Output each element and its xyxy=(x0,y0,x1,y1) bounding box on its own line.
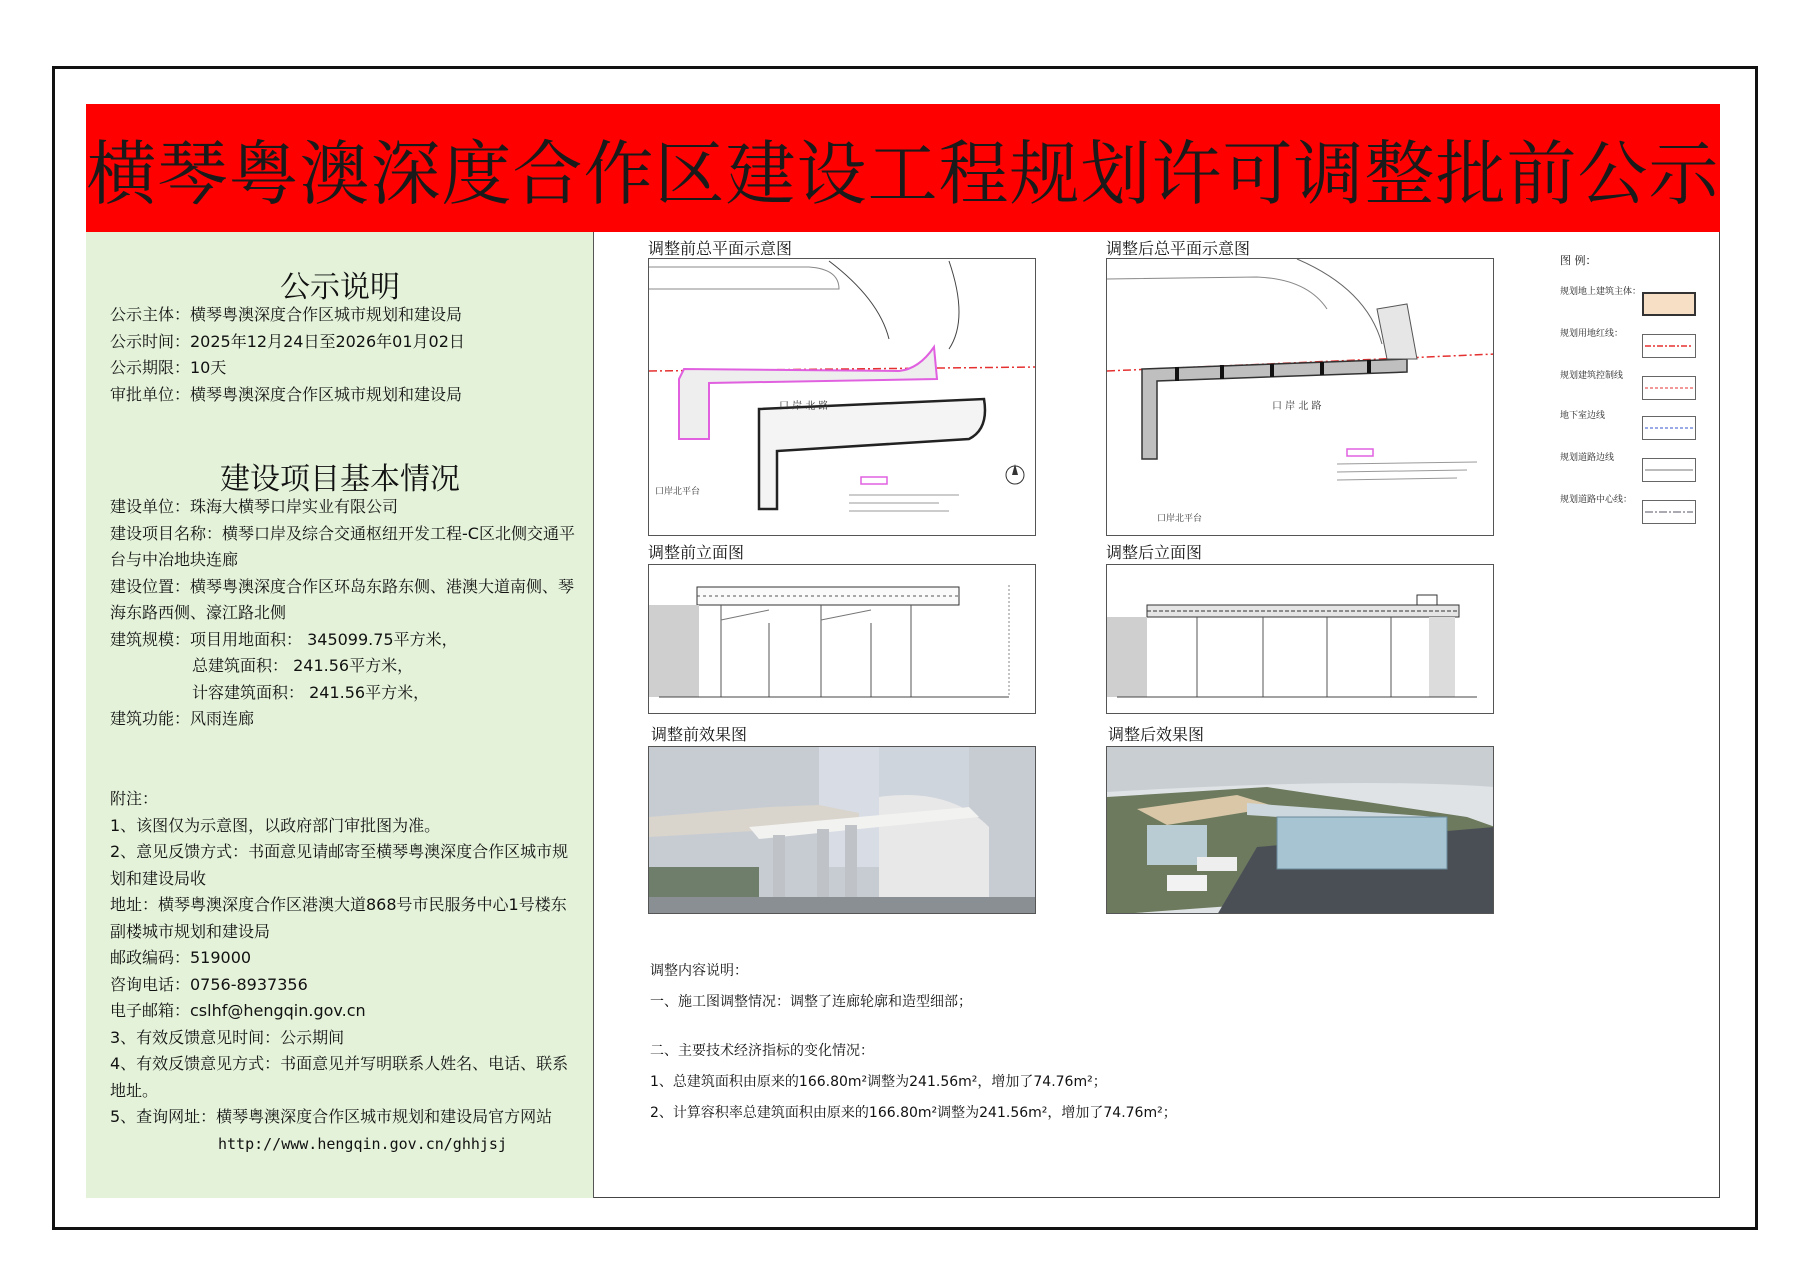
after-elevation xyxy=(1106,564,1494,714)
appendix-item: 1、该图仅为示意图，以政府部门审批图为准。 xyxy=(110,815,441,835)
info-panel xyxy=(86,232,594,1198)
legend-swatch-road-center xyxy=(1642,500,1696,524)
appendix-item: 咨询电话：0756-8937356 xyxy=(110,974,308,994)
before-render xyxy=(648,746,1036,914)
notice-line: 审批单位：横琴粤澳深度合作区城市规划和建设局 xyxy=(110,384,463,404)
after-site-plan-drawing xyxy=(1107,259,1494,536)
appendix-item: 2、意见反馈方式：书面意见请邮寄至横琴粤澳深度合作区城市规划和建设局收 xyxy=(110,842,569,888)
change-item: 一、施工图调整情况：调整了连廊轮廓和造型细部； xyxy=(650,994,972,1010)
notice-heading: 公示说明 xyxy=(280,270,400,305)
appendix-item: 3、有效反馈意见时间：公示期间 xyxy=(110,1027,345,1047)
title-banner xyxy=(86,104,1720,232)
notice-lines xyxy=(110,302,580,408)
legend-label: 规划道路边线 xyxy=(1560,453,1615,463)
legend-label: 规划建筑控制线 xyxy=(1560,371,1624,381)
legend-swatch-control-line xyxy=(1642,376,1696,400)
caption-before-plan: 调整前总平面示意图 xyxy=(648,239,793,258)
after-render xyxy=(1106,746,1494,914)
appendix-heading: 附注： xyxy=(110,789,159,808)
project-lines xyxy=(110,494,580,733)
legend-title: 图 例： xyxy=(1560,254,1597,267)
appendix-item: 4、有效反馈意见方式：书面意见并写明联系人姓名、电话、联系地址。 xyxy=(110,1054,569,1100)
appendix-item: 邮政编码：519000 xyxy=(110,948,252,967)
caption-before-render: 调整前效果图 xyxy=(651,725,748,744)
road-label: 口 岸 北 路 xyxy=(1272,401,1322,412)
project-function: 建筑功能：风雨连廊 xyxy=(110,709,255,728)
legend-swatch-road-edge xyxy=(1642,458,1696,482)
legend-label: 规划道路中心线： xyxy=(1560,495,1633,505)
before-elevation xyxy=(648,564,1036,714)
project-heading: 建设项目基本情况 xyxy=(220,462,460,497)
project-name: 建设项目名称：横琴口岸及综合交通枢纽开发工程-C区北侧交通平台与中冶地块连廊 xyxy=(110,523,575,569)
caption-after-render: 调整后效果图 xyxy=(1108,725,1205,744)
platform-label: 口岸北平台 xyxy=(655,487,701,497)
after-site-plan xyxy=(1106,258,1494,536)
project-scale: 计容建筑面积： 241.56平方米， xyxy=(192,682,430,702)
road-label: 口 岸 北 路 xyxy=(779,401,829,412)
notice-line: 公示主体：横琴粤澳深度合作区城市规划和建设局 xyxy=(110,305,463,324)
appendix xyxy=(110,786,580,1157)
website-url: http://www.hengqin.gov.cn/ghhjsj xyxy=(218,1134,507,1153)
change-notes xyxy=(650,956,1550,1129)
appendix-item: 地址：横琴粤澳深度合作区港澳大道868号市民服务中心1号楼东副楼城市规划和建设局 xyxy=(110,895,567,941)
before-render-image xyxy=(649,747,1036,914)
project-unit: 建设单位：珠海大横琴口岸实业有限公司 xyxy=(110,497,399,516)
change-item: 2、计算容积率总建筑面积由原来的166.80m²调整为241.56m²，增加了74.76m²； xyxy=(650,1105,1177,1121)
platform-label: 口岸北平台 xyxy=(1157,514,1203,524)
project-scale: 建筑规模：项目用地面积： 345099.75平方米， xyxy=(110,629,458,649)
project-scale: 总建筑面积： 241.56平方米， xyxy=(192,656,414,675)
before-site-plan xyxy=(648,258,1036,536)
legend-swatch-building xyxy=(1642,292,1696,316)
project-location: 建设位置：横琴粤澳深度合作区环岛东路东侧、港澳大道南侧、琴海东路西侧、濠江路北侧 xyxy=(110,576,575,622)
change-heading: 调整内容说明： xyxy=(650,963,748,979)
notice-line: 公示时间：2025年12月24日至2026年01月02日 xyxy=(110,331,465,351)
caption-after-plan: 调整后总平面示意图 xyxy=(1106,239,1251,258)
page-title: 横琴粤澳深度合作区建设工程规划许可调整批前公示 xyxy=(86,132,1720,215)
legend-swatch-redline xyxy=(1642,334,1696,358)
legend-label: 规划用地红线： xyxy=(1560,329,1624,339)
legend-label: 规划地上建筑主体： xyxy=(1560,287,1642,297)
before-site-plan-drawing xyxy=(649,259,1036,536)
legend-swatch-basement xyxy=(1642,416,1696,440)
after-render-image xyxy=(1107,747,1494,914)
caption-after-elevation: 调整后立面图 xyxy=(1106,543,1203,562)
appendix-item: 5、查询网址：横琴粤澳深度合作区城市规划和建设局官方网站 xyxy=(110,1107,553,1126)
legend-label: 地下室边线 xyxy=(1560,411,1606,421)
caption-before-elevation: 调整前立面图 xyxy=(648,543,745,562)
change-item: 二、主要技术经济指标的变化情况： xyxy=(650,1043,874,1059)
change-item: 1、总建筑面积由原来的166.80m²调整为241.56m²，增加了74.76m²； xyxy=(650,1074,1107,1090)
notice-line: 公示期限：10天 xyxy=(110,358,227,377)
appendix-item: 电子邮箱：cslhf@hengqin.gov.cn xyxy=(110,1001,366,1020)
after-elevation-drawing xyxy=(1107,565,1494,714)
before-elevation-drawing xyxy=(649,565,1036,714)
